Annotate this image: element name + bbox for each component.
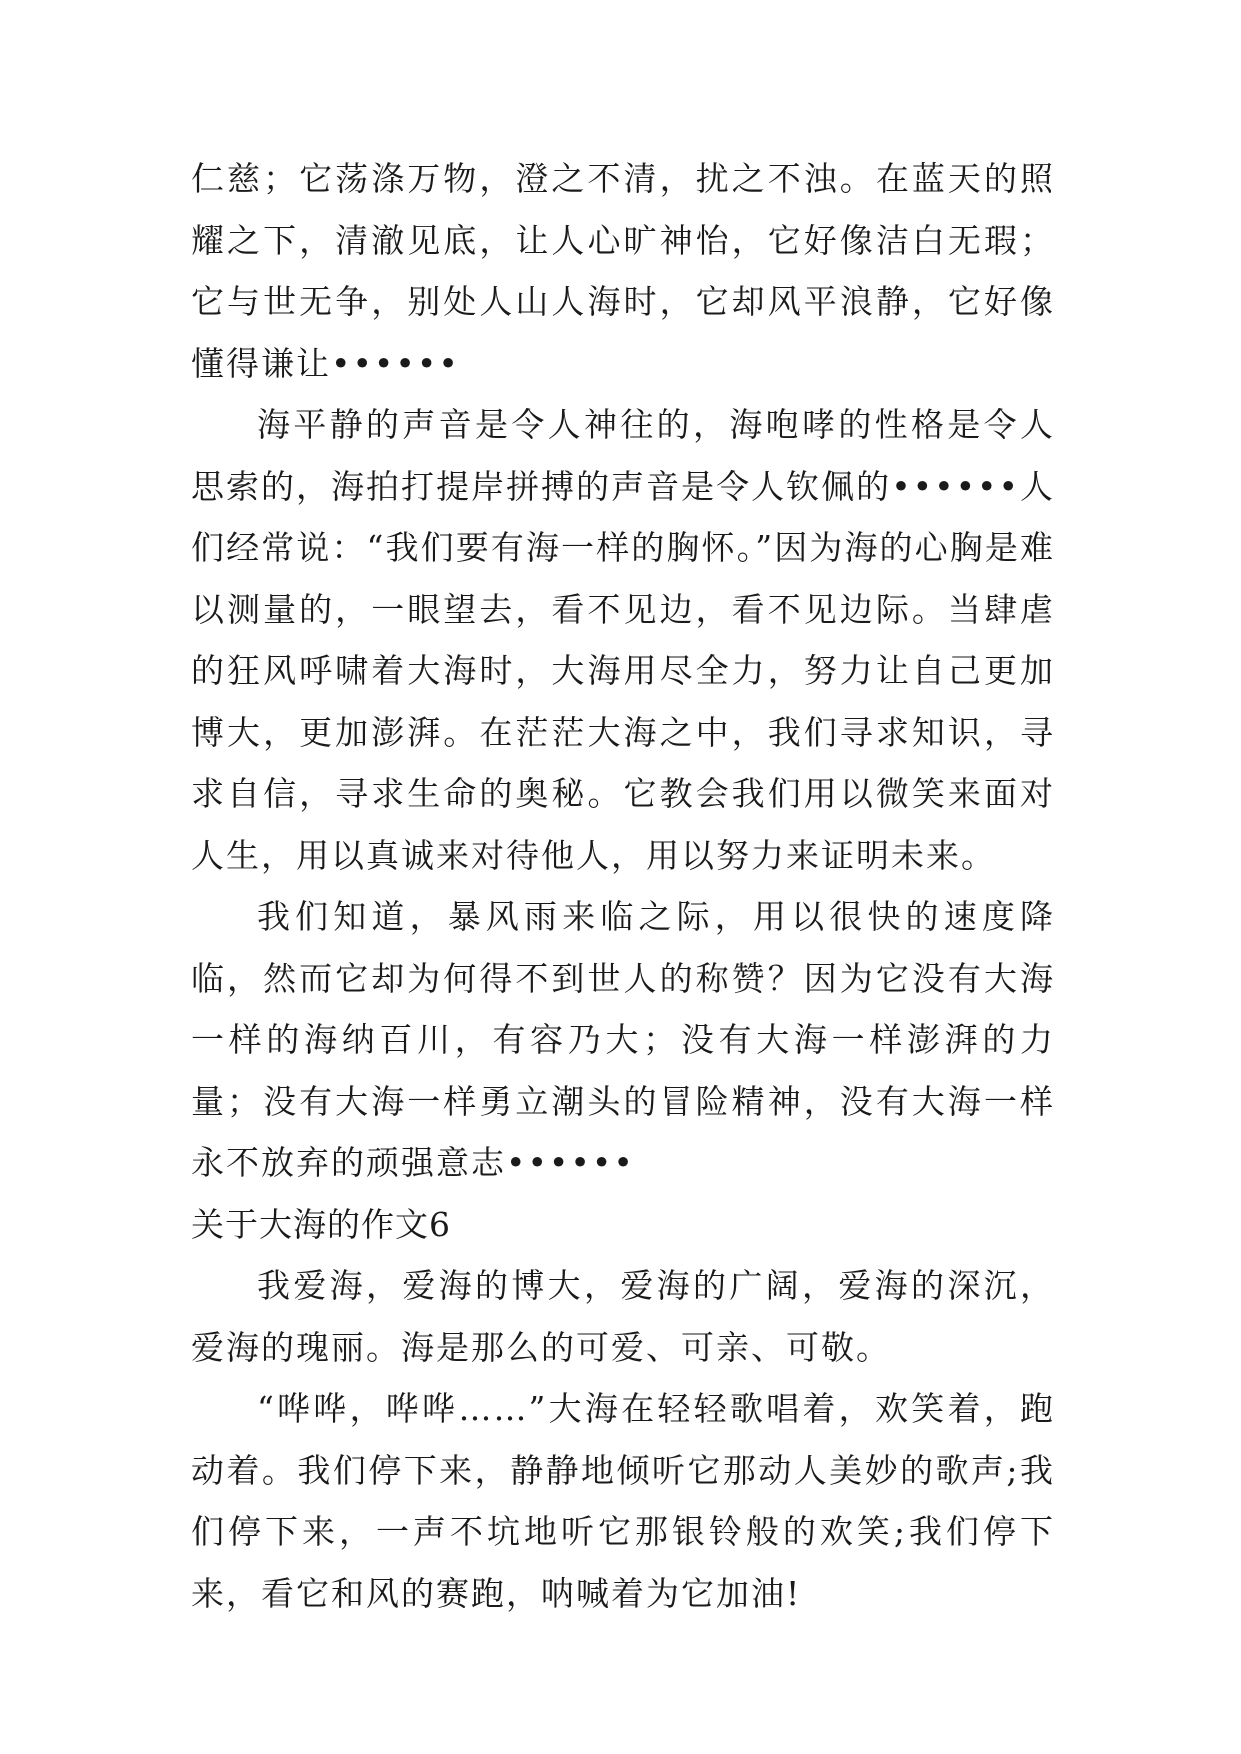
paragraph-3: 我们知道，暴风雨来临之际，用以很快的速度降临，然而它却为何得不到世人的称赞？因为它没有大海一样的海纳百川，有容乃大；没有大海一样澎湃的力量；没有大海一样勇立潮头的冒险精神，没有大海一样永不放弃的顽强意志•••••• [191, 897, 1055, 1182]
paragraph-5: “哗哗，哗哗……”大海在轻轻歌唱着，欢笑着，跑动着。我们停下来，静静地倾听它那动人美妙的歌声;我们停下来，一声不坑地听它那银铃般的欢笑;我们停下来，看它和风的赛跑，呐喊着为它加油! [191, 1389, 1055, 1613]
paragraph-2: 海平静的声音是令人神往的，海咆哮的性格是令人思索的，海拍打提岸拼搏的声音是令人钦佩的••••••人们经常说：“我们要有海一样的胸怀。”因为海的心胸是难以测量的，一眼望去，看不见边，看不见边际。当肆虐的狂风呼啸着大海时，大海用尽全力，努力让自己更加博大，更加澎湃。在茫茫大海之中，我们寻求知识，寻求自信，寻求生命的奥秘。它教会我们用以微笑来面对人生，用以真诚来对待他人，用以努力来证明未来。 [191, 405, 1055, 875]
section-heading: 关于大海的作文6 [191, 1204, 451, 1244]
paragraph-1: 仁慈；它荡涤万物，澄之不清，扰之不浊。在蓝天的照耀之下，清澈见底，让人心旷神怡，它好像洁白无瑕；它与世无争，别处人山人海时，它却风平浪静，它好像懂得谦让•••••• [191, 159, 1055, 383]
document-body [191, 148, 1055, 1624]
paragraph-4: 我爱海，爱海的博大，爱海的广阔，爱海的深沉，爱海的瑰丽。海是那么的可爱、可亲、可敬。 [191, 1266, 1055, 1367]
